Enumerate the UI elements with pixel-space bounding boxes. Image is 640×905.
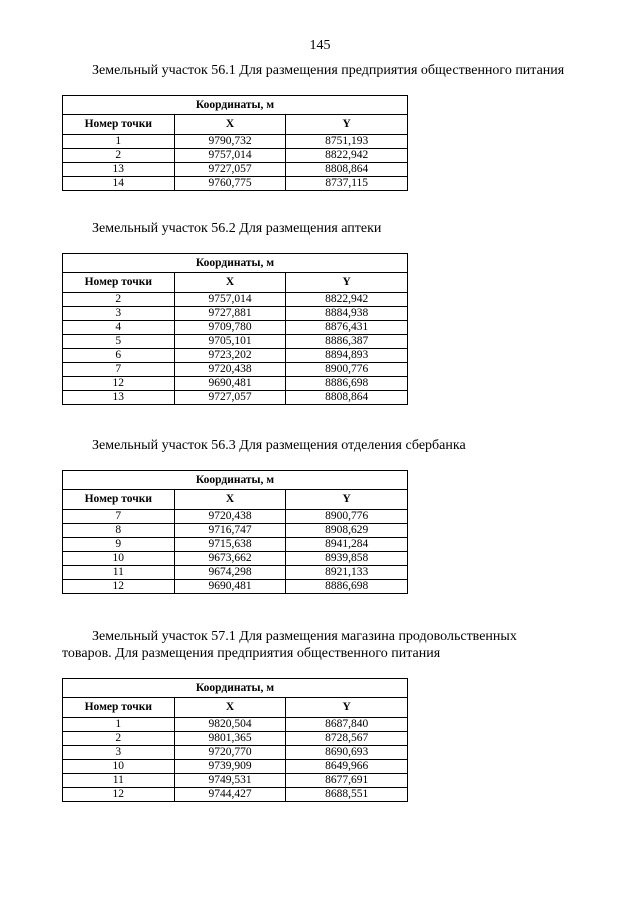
x-cell: 9674,298	[174, 566, 286, 580]
point-number-cell: 11	[63, 774, 175, 788]
x-header: X	[174, 115, 286, 135]
table-column-header-row	[63, 115, 408, 135]
x-cell: 9673,662	[174, 552, 286, 566]
point-number-cell: 7	[63, 510, 175, 524]
table-row	[63, 580, 408, 594]
table-row	[63, 391, 408, 405]
point-number-header: Номер точки	[63, 698, 175, 718]
point-number-cell: 12	[63, 377, 175, 391]
section-heading	[62, 628, 562, 662]
table-column-header-row	[63, 490, 408, 510]
x-cell: 9744,427	[174, 788, 286, 802]
x-cell: 9690,481	[174, 377, 286, 391]
coordinates-table	[62, 95, 408, 191]
coordinates-table	[62, 253, 408, 405]
table-row	[63, 552, 408, 566]
point-number-cell: 11	[63, 566, 175, 580]
y-cell: 8884,938	[286, 307, 408, 321]
x-header: X	[174, 273, 286, 293]
point-number-cell: 2	[63, 149, 175, 163]
table-row	[63, 732, 408, 746]
y-cell: 8690,693	[286, 746, 408, 760]
y-cell: 8886,698	[286, 377, 408, 391]
y-cell: 8900,776	[286, 363, 408, 377]
section-title: Земельный участок 56.2 Для размещения аптеки	[92, 221, 382, 236]
y-cell: 8939,858	[286, 552, 408, 566]
x-cell: 9715,638	[174, 538, 286, 552]
x-cell: 9820,504	[174, 718, 286, 732]
point-number-cell: 8	[63, 524, 175, 538]
y-header: Y	[286, 490, 408, 510]
section-title: Земельный участок 56.1 Для размещения предприятия общественного питания	[92, 63, 565, 78]
table-row	[63, 566, 408, 580]
y-header: Y	[286, 698, 408, 718]
group-header: Координаты, м	[63, 679, 408, 698]
table-row	[63, 177, 408, 191]
point-number-header: Номер точки	[63, 273, 175, 293]
coordinates-table	[62, 470, 408, 594]
table-row	[63, 149, 408, 163]
table-column-header-row	[63, 273, 408, 293]
table-column-header-row	[63, 698, 408, 718]
x-cell: 9709,780	[174, 321, 286, 335]
y-cell: 8921,133	[286, 566, 408, 580]
y-header: Y	[286, 115, 408, 135]
point-number-cell: 4	[63, 321, 175, 335]
y-cell: 8822,942	[286, 149, 408, 163]
y-cell: 8808,864	[286, 163, 408, 177]
y-cell: 8900,776	[286, 510, 408, 524]
table-row	[63, 510, 408, 524]
point-number-cell: 13	[63, 391, 175, 405]
group-header: Координаты, м	[63, 96, 408, 115]
y-cell: 8886,387	[286, 335, 408, 349]
section-heading	[62, 437, 610, 454]
point-number-header: Номер точки	[63, 490, 175, 510]
table-row	[63, 321, 408, 335]
y-cell: 8894,893	[286, 349, 408, 363]
x-cell: 9727,881	[174, 307, 286, 321]
x-cell: 9690,481	[174, 580, 286, 594]
table-row	[63, 349, 408, 363]
y-cell: 8751,193	[286, 135, 408, 149]
table-row	[63, 293, 408, 307]
table-row	[63, 307, 408, 321]
table-row	[63, 377, 408, 391]
x-cell: 9723,202	[174, 349, 286, 363]
point-number-cell: 2	[63, 732, 175, 746]
table-row	[63, 788, 408, 802]
table-group-header-row	[63, 96, 408, 115]
point-number-header: Номер точки	[63, 115, 175, 135]
point-number-cell: 12	[63, 788, 175, 802]
table-row	[63, 760, 408, 774]
y-cell: 8822,942	[286, 293, 408, 307]
point-number-cell: 3	[63, 307, 175, 321]
x-cell: 9739,909	[174, 760, 286, 774]
point-number-cell: 5	[63, 335, 175, 349]
x-cell: 9716,747	[174, 524, 286, 538]
x-cell: 9727,057	[174, 391, 286, 405]
table-row	[63, 524, 408, 538]
table-row	[63, 135, 408, 149]
point-number-cell: 10	[63, 760, 175, 774]
point-number-cell: 1	[63, 718, 175, 732]
point-number-cell: 9	[63, 538, 175, 552]
x-header: X	[174, 490, 286, 510]
point-number-cell: 12	[63, 580, 175, 594]
y-cell: 8941,284	[286, 538, 408, 552]
x-cell: 9720,770	[174, 746, 286, 760]
section-heading	[62, 220, 610, 237]
y-cell: 8886,698	[286, 580, 408, 594]
y-header: Y	[286, 273, 408, 293]
table-row	[63, 746, 408, 760]
x-cell: 9720,438	[174, 363, 286, 377]
point-number-cell: 3	[63, 746, 175, 760]
y-cell: 8649,966	[286, 760, 408, 774]
group-header: Координаты, м	[63, 254, 408, 273]
point-number-cell: 7	[63, 363, 175, 377]
y-cell: 8808,864	[286, 391, 408, 405]
y-cell: 8677,691	[286, 774, 408, 788]
table-row	[63, 774, 408, 788]
y-cell: 8876,431	[286, 321, 408, 335]
group-header: Координаты, м	[63, 471, 408, 490]
x-cell: 9720,438	[174, 510, 286, 524]
x-cell: 9760,775	[174, 177, 286, 191]
x-cell: 9727,057	[174, 163, 286, 177]
y-cell: 8687,840	[286, 718, 408, 732]
table-row	[63, 538, 408, 552]
section-heading	[62, 62, 610, 79]
table-row	[63, 363, 408, 377]
x-cell: 9749,531	[174, 774, 286, 788]
point-number-cell: 1	[63, 135, 175, 149]
table-row	[63, 335, 408, 349]
section-title: Земельный участок 56.3 Для размещения отделения сбербанка	[92, 438, 466, 453]
y-cell: 8688,551	[286, 788, 408, 802]
table-group-header-row	[63, 254, 408, 273]
y-cell: 8728,567	[286, 732, 408, 746]
point-number-cell: 10	[63, 552, 175, 566]
point-number-cell: 14	[63, 177, 175, 191]
table-group-header-row	[63, 471, 408, 490]
x-cell: 9801,365	[174, 732, 286, 746]
page-number: 145	[309, 38, 331, 53]
x-header: X	[174, 698, 286, 718]
table-row	[63, 163, 408, 177]
section-title: Земельный участок 57.1 Для размещения магазина продовольственных товаров. Для размещения предприятия общественного питания	[62, 629, 517, 661]
y-cell: 8737,115	[286, 177, 408, 191]
point-number-cell: 6	[63, 349, 175, 363]
x-cell: 9790,732	[174, 135, 286, 149]
table-row	[63, 718, 408, 732]
x-cell: 9705,101	[174, 335, 286, 349]
x-cell: 9757,014	[174, 149, 286, 163]
y-cell: 8908,629	[286, 524, 408, 538]
table-group-header-row	[63, 679, 408, 698]
point-number-cell: 2	[63, 293, 175, 307]
coordinates-table	[62, 678, 408, 802]
point-number-cell: 13	[63, 163, 175, 177]
x-cell: 9757,014	[174, 293, 286, 307]
